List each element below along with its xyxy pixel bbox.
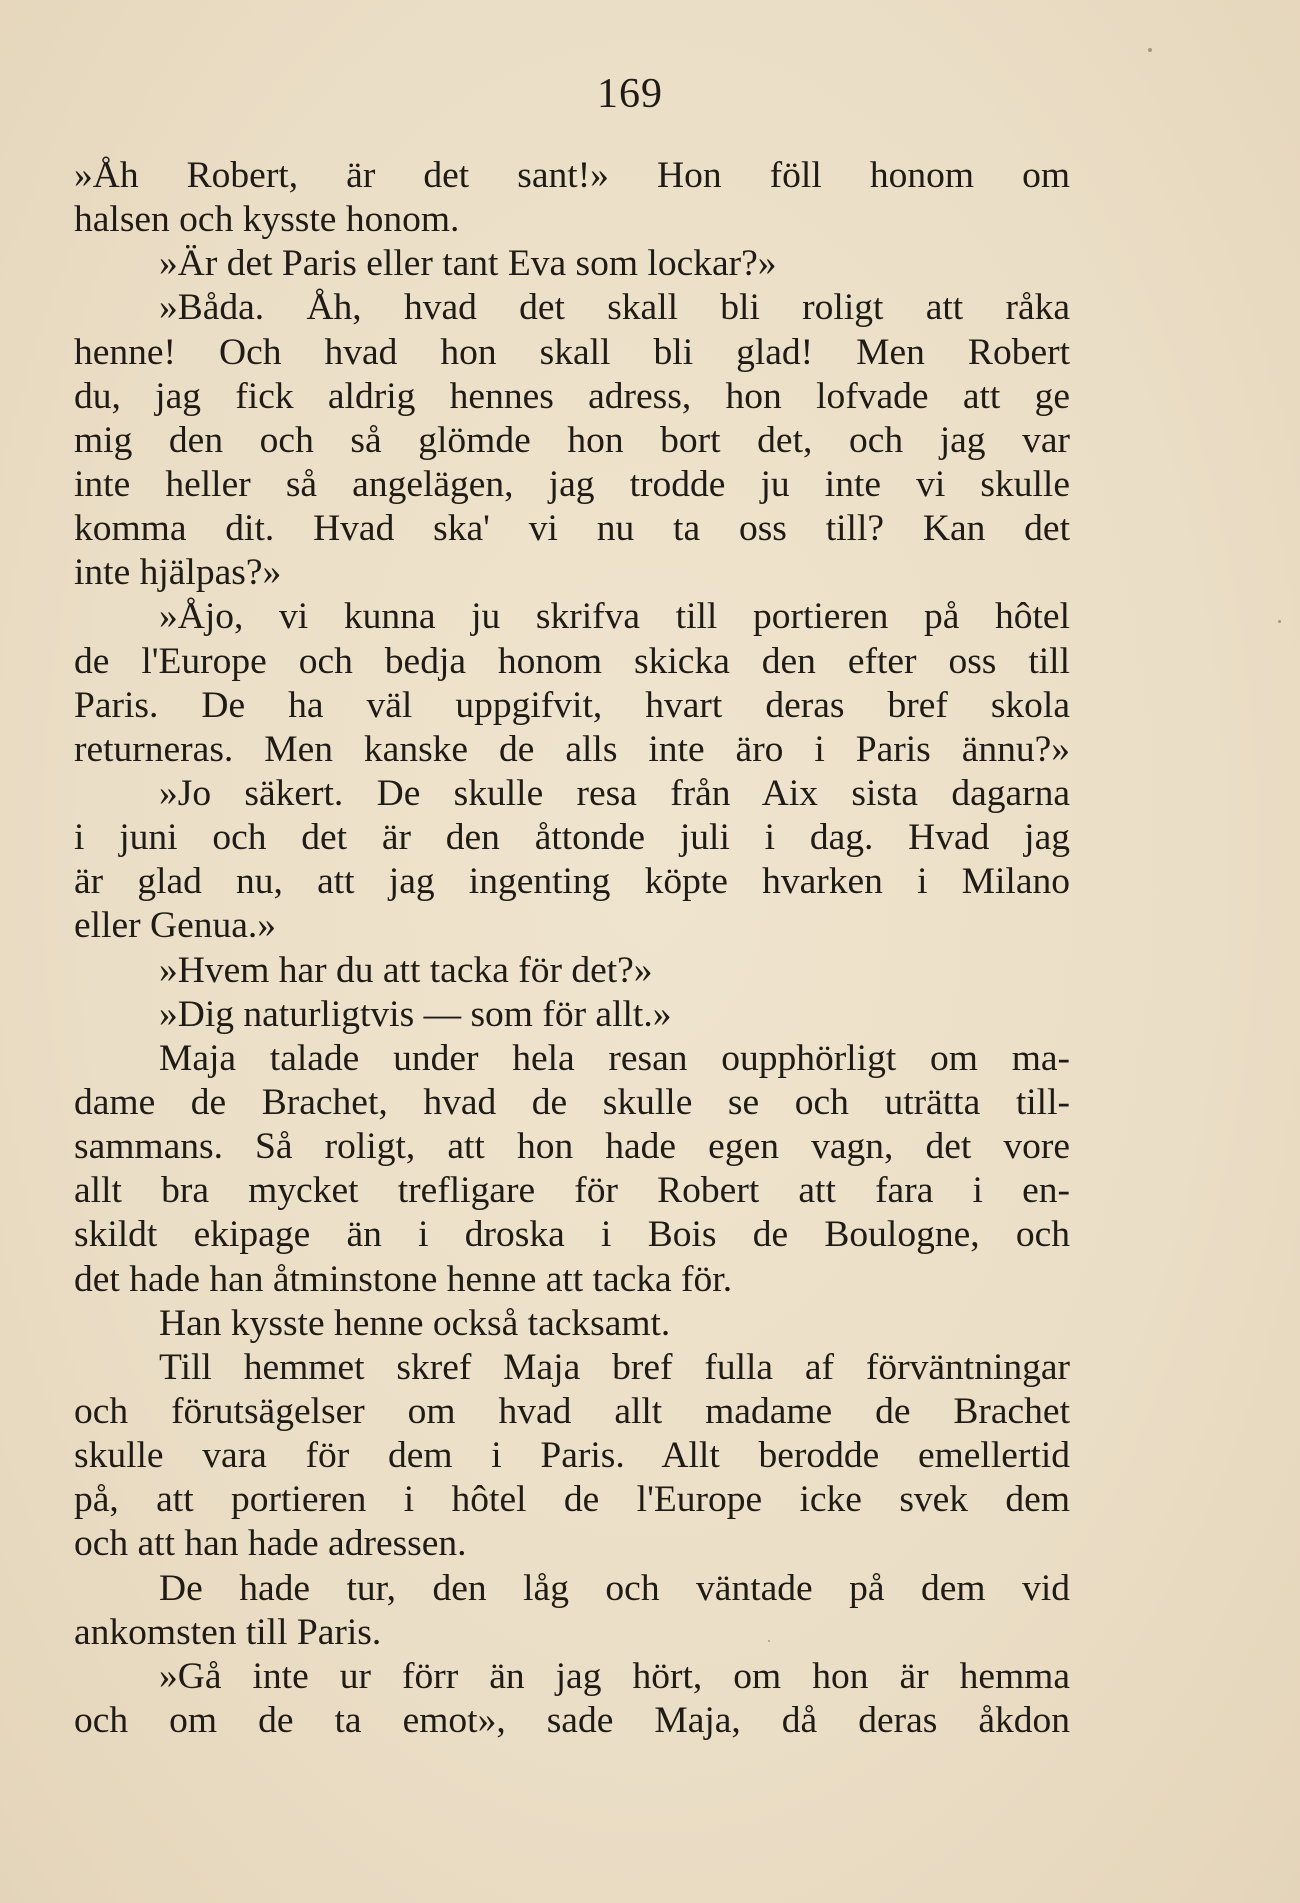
text-line: komma dit. Hvad ska' vi nu ta oss till? Kan det bbox=[74, 508, 1070, 550]
text-line: henne! Och hvad hon skall bli glad! Men Robert bbox=[74, 331, 1070, 373]
text-line: »Jo säkert. De skulle resa från Aix sista dagarna bbox=[159, 772, 1070, 814]
text-line: Maja talade under hela resan oupphörligt om ma- bbox=[159, 1037, 1070, 1079]
page-text bbox=[74, 154, 1070, 1743]
page-number: 169 bbox=[597, 71, 663, 117]
text-line: »Åh Robert, är det sant!» Hon föll honom om bbox=[74, 155, 1070, 196]
text-line: De hade tur, den låg och väntade på dem vid bbox=[159, 1567, 1070, 1609]
text-line: ankomsten till Paris. bbox=[74, 1611, 382, 1653]
text-line: inte heller så angelägen, jag trodde ju inte vi skulle bbox=[74, 463, 1070, 505]
text-line: på, att portieren i hôtel de l'Europe icke svek dem bbox=[74, 1479, 1070, 1521]
text-line: du, jag fick aldrig hennes adress, hon lofvade att ge bbox=[74, 375, 1070, 417]
text-line: halsen och kysste honom. bbox=[74, 199, 460, 241]
text-line: Paris. De ha väl uppgifvit, hvart deras bref skola bbox=[74, 684, 1070, 726]
text-line: skildt ekipage än i droska i Bois de Boulogne, och bbox=[74, 1214, 1070, 1256]
text-line: mig den och så glömde hon bort det, och jag var bbox=[74, 419, 1070, 461]
paper-speck bbox=[1278, 620, 1281, 623]
text-line: eller Genua.» bbox=[74, 905, 276, 947]
paper-speck bbox=[768, 1640, 770, 1642]
text-line: sammans. Så roligt, att hon hade egen vagn, det vore bbox=[74, 1126, 1070, 1168]
text-line: »Åjo, vi kunna ju skrifva till portieren på hôtel bbox=[159, 596, 1070, 638]
text-line: »Gå inte ur förr än jag hört, om hon är hemma bbox=[159, 1655, 1070, 1697]
text-line: inte hjälpas?» bbox=[74, 552, 282, 594]
text-line: och att han hade adressen. bbox=[74, 1523, 467, 1565]
text-line: det hade han åtminstone henne att tacka för. bbox=[74, 1258, 733, 1300]
text-line: »Hvem har du att tacka för det?» bbox=[159, 949, 653, 991]
text-line: och förutsägelser om hvad allt madame de Brachet bbox=[74, 1390, 1070, 1432]
text-line: och om de ta emot», sade Maja, då deras åkdon bbox=[74, 1699, 1070, 1741]
text-line: de l'Europe och bedja honom skicka den efter oss till bbox=[74, 640, 1070, 682]
text-line: i juni och det är den åttonde juli i dag. Hvad jag bbox=[74, 817, 1070, 859]
text-line: »Är det Paris eller tant Eva som lockar?» bbox=[159, 243, 777, 285]
text-line: dame de Brachet, hvad de skulle se och uträtta till- bbox=[74, 1081, 1070, 1123]
text-line: »Båda. Åh, hvad det skall bli roligt att råka bbox=[159, 287, 1070, 329]
text-line: »Dig naturligtvis — som för allt.» bbox=[159, 993, 672, 1035]
text-line: allt bra mycket trefligare för Robert att fara i en- bbox=[74, 1170, 1070, 1212]
text-line: returneras. Men kanske de alls inte äro i Paris ännu?» bbox=[74, 728, 1070, 770]
text-line: Han kysste henne också tacksamt. bbox=[159, 1302, 671, 1344]
text-line: Till hemmet skref Maja bref fulla af förväntningar bbox=[159, 1346, 1070, 1388]
paper-speck bbox=[1148, 48, 1152, 52]
text-line: skulle vara för dem i Paris. Allt berodde emellertid bbox=[74, 1435, 1070, 1477]
text-line: är glad nu, att jag ingenting köpte hvarken i Milano bbox=[74, 861, 1070, 903]
